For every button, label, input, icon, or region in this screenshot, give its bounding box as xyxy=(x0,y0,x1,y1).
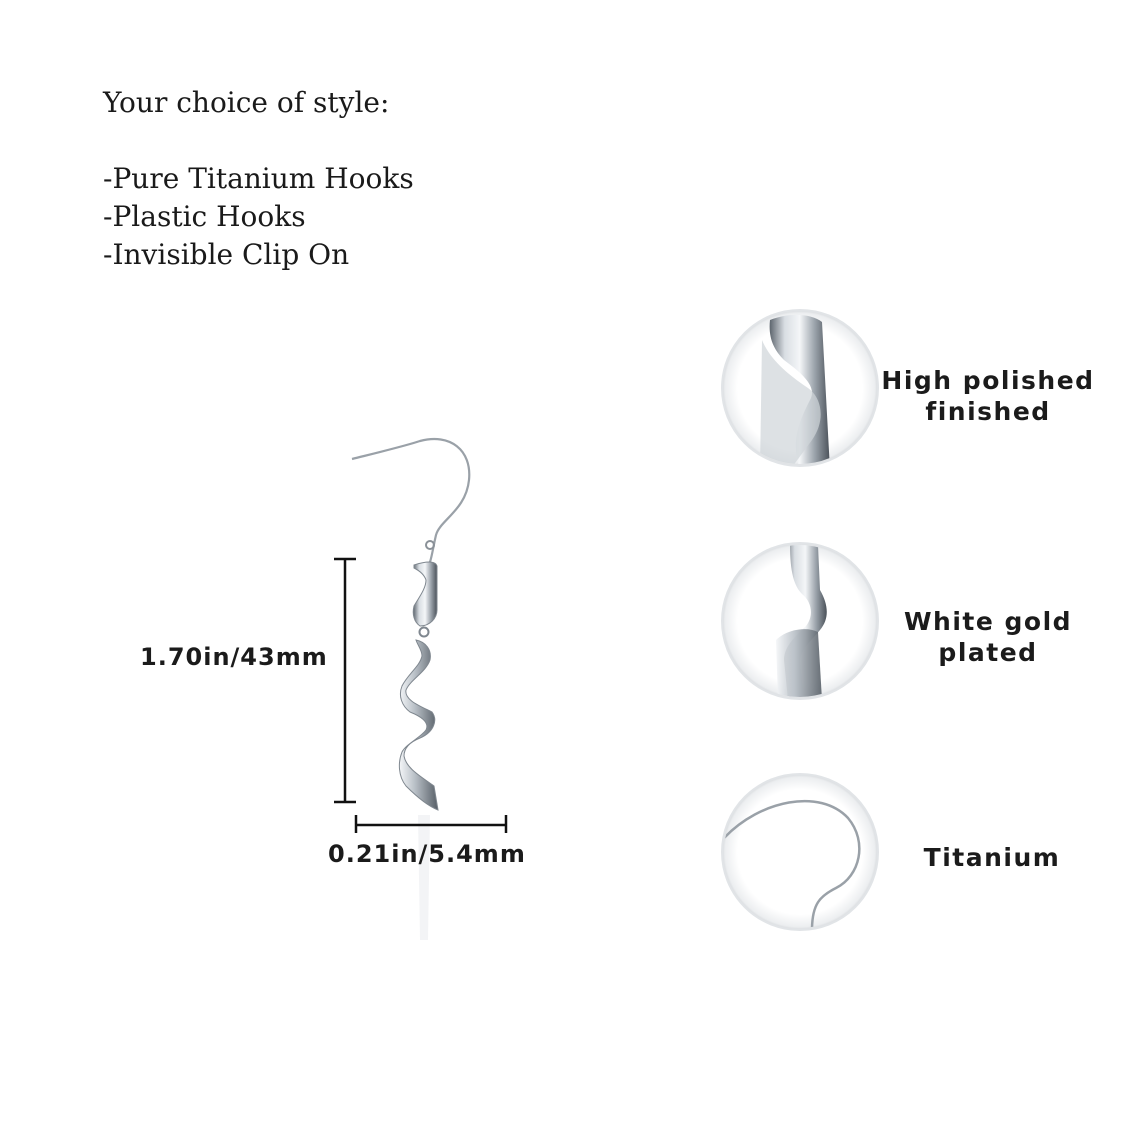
feature-titanium-line1: Titanium xyxy=(923,843,1061,872)
feature-label-white-gold xyxy=(868,606,1108,668)
feature-polished-line1: High polished xyxy=(881,366,1095,395)
length-label: 1.70in/43mm xyxy=(140,643,328,671)
style-heading: Your choice of style: xyxy=(103,86,390,119)
length-dimension-line xyxy=(334,559,356,802)
feature-label-titanium xyxy=(872,842,1112,873)
width-dimension-line xyxy=(356,815,506,833)
feature-white-gold-line1: White gold xyxy=(903,607,1073,636)
width-label: 0.21in/5.4mm xyxy=(328,840,526,868)
feature-label-polished xyxy=(868,365,1108,427)
detail-circle-white-gold xyxy=(722,543,878,700)
option-titanium-hooks: -Pure Titanium Hooks xyxy=(103,162,414,195)
feature-white-gold-line2: plated xyxy=(938,638,1038,667)
option-plastic-hooks: -Plastic Hooks xyxy=(103,200,306,233)
feature-polished-line2: finished xyxy=(925,397,1051,426)
option-clip-on: -Invisible Clip On xyxy=(103,238,350,271)
detail-circle-polished xyxy=(722,310,878,470)
detail-circle-titanium xyxy=(722,774,878,930)
